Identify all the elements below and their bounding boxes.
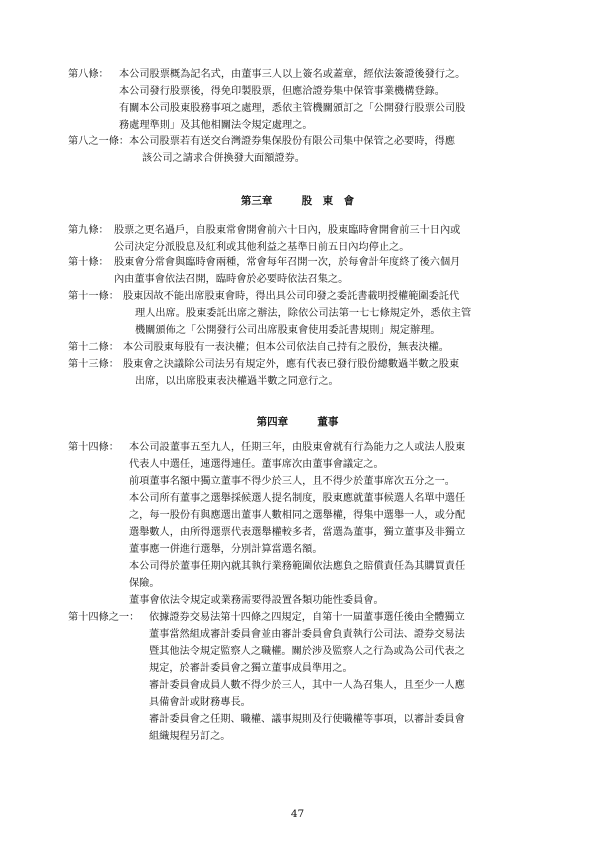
article-text-line: 股東會之決議除公司法另有規定外，應有代表已發行股份總數過半數之股東 <box>123 359 460 370</box>
article-text-line: 規定，於審計委員會之獨立董事成員準用之。 <box>149 663 353 674</box>
article-label: 第十四條： <box>68 442 119 453</box>
article-label: 第十一條： <box>68 291 119 302</box>
article-text-line: 暨其他法令規定監察人之職權。關於涉及監察人之行為或為公司代表之 <box>149 646 465 657</box>
article-text-line: 代表人中選任，連選得連任。董事席次由董事會議定之。 <box>129 459 384 470</box>
article-text-line: 機關頒佈之「公開發行公司出席股東會使用委託書規則」規定辦理。 <box>135 325 441 336</box>
article-text-line: 依據證券交易法第十四條之四規定，自第十一屆董事選任後由全體獨立 <box>149 612 465 623</box>
article-text-line: 本公司股票概為記名式，由董事三人以上簽名或蓋章，經依法簽證後發行之。 <box>119 69 466 80</box>
chapter-3-heading <box>0 193 595 209</box>
article-text-line: 保險。 <box>129 578 160 589</box>
article-text-line: 股東會分常會與臨時會兩種，常會每年召開一次，於每會計年度終了後六個月 <box>114 257 461 268</box>
article-text-line: 股票之更名過戶，自股東常會開會前六十日內，股東臨時會開會前三十日內或 <box>114 225 461 236</box>
article-text-line: 該公司之請求合併換發大面額證券。 <box>142 153 305 164</box>
article-text-line: 本公司股東每股有一表決權；但本公司依法自己持有之股份，無表決權。 <box>123 342 449 353</box>
page-number: 47 <box>290 808 305 820</box>
article-label: 第十二條： <box>68 342 119 353</box>
article-text-line: 股東因故不能出席股東會時，得出具公司印發之委託書載明授權範圍委託代 <box>123 291 460 302</box>
article-text-line: 選舉數人，由所得選票代表選舉權較多者，當選為董事，獨立董事及非獨立 <box>129 527 466 538</box>
article-text-line: 前項董事名額中獨立董事不得少於三人，且不得少於董事席次五分之一。 <box>129 476 455 487</box>
article-text-line: 本公司得於董事任期內就其執行業務範圍依法應負之賠償責任為其購買責任 <box>129 561 466 572</box>
article-text-line: 理人出席。股東委託出席之辦法，除依公司法第一七七條規定外，悉依主管 <box>135 308 472 319</box>
article-text-line: 審計委員會成員人數不得少於三人，其中一人為召集人，且至少一人應 <box>149 680 465 691</box>
article-text-line: 本公司股票若有送交台灣證券集保股份有限公司集中保管之必要時，得應 <box>129 136 455 147</box>
article-text-line: 審計委員會之任期、職權、議事規則及行使職權等事項，以審計委員會 <box>149 714 465 725</box>
article-text-line: 董事會依法令規定或業務需要得設置各類功能性委員會。 <box>129 595 384 606</box>
article-text-line: 有關本公司股東股務事項之處理，悉依主管機關頒訂之「公開發行股票公司股 <box>119 103 466 114</box>
chapter-4-heading <box>0 414 595 430</box>
chapter-title: 股 東 會 <box>301 195 355 207</box>
article-text-line: 公司決定分派股息及紅利或其他利益之基準日前五日內均停止之。 <box>114 242 410 253</box>
article-text-line: 具備會計或財務專長。 <box>149 697 251 708</box>
article-text-line: 之，每一股份有與應選出董事人數相同之選舉權，得集中選舉一人，或分配 <box>129 510 466 521</box>
article-label: 第八條： <box>68 69 109 80</box>
article-text-line: 內由董事會依法召開，臨時會於必要時依法召集之。 <box>114 274 349 285</box>
article-text-line: 組織規程另訂之。 <box>149 731 231 742</box>
article-text-line: 本公司發行股票後，得免印製股票，但應洽證券集中保管事業機構登錄。 <box>119 86 445 97</box>
chapter-title: 董事 <box>317 416 339 428</box>
chapter-number: 第四章 <box>256 416 289 428</box>
article-text-line: 本公司設董事五至九人，任期三年，由股東會就有行為能力之人或法人股東 <box>129 442 466 453</box>
article-label: 第九條： <box>68 225 109 236</box>
article-text-line: 董事當然組成審計委員會並由審計委員會負責執行公司法、證券交易法 <box>149 629 465 640</box>
chapter-number: 第三章 <box>240 195 273 207</box>
article-label: 第十條： <box>68 257 109 268</box>
article-text-line: 務處理準則」及其他相關法令規定處理之。 <box>119 120 313 131</box>
article-label: 第十四條之一： <box>68 612 140 623</box>
article-text-line: 出席，以出席股東表決權過半數之同意行之。 <box>135 376 339 387</box>
article-label: 第八之一條： <box>68 136 130 147</box>
article-label: 第十三條： <box>68 359 119 370</box>
article-text-line: 董事應一併進行選舉，分別計算當選名額。 <box>129 544 323 555</box>
article-text-line: 本公司所有董事之選舉採候選人提名制度，股東應就董事候選人名單中選任 <box>129 493 466 504</box>
